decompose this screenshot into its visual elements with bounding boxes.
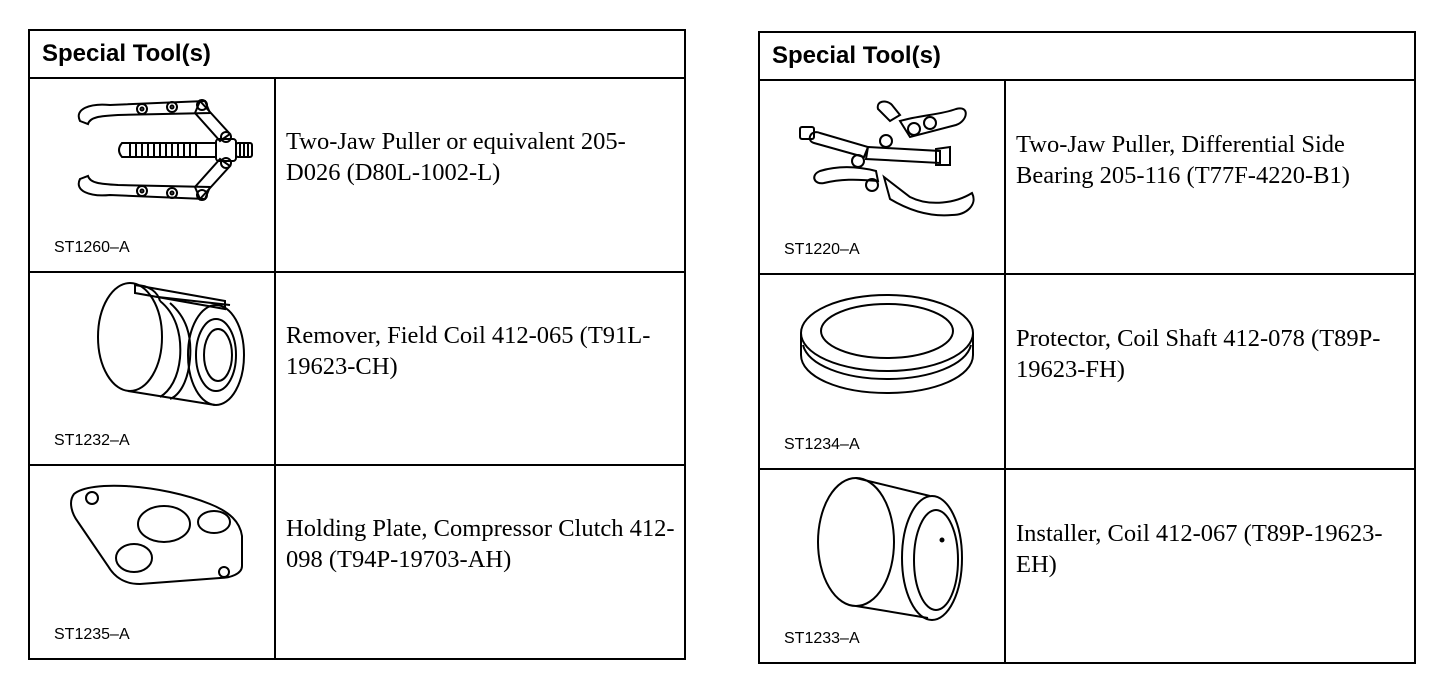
tool-id-label: ST1235–A xyxy=(54,626,130,644)
table-row xyxy=(30,464,684,658)
differential-side-bearing-puller-icon xyxy=(760,81,1004,241)
two-jaw-puller-icon xyxy=(30,79,274,239)
special-tools-table-left xyxy=(28,29,686,660)
tool-description: Installer, Coil 412-067 (T89P-19623-EH) xyxy=(1016,519,1383,578)
table-header: Special Tool(s) xyxy=(760,33,1414,81)
tool-id-label: ST1234–A xyxy=(784,435,860,453)
field-coil-remover-icon xyxy=(30,273,274,433)
tool-image-cell xyxy=(30,79,276,271)
tool-description: Remover, Field Coil 412-065 (T91L-19623-CH) xyxy=(286,321,651,380)
tool-description: Two-Jaw Puller or equivalent 205-D026 (D80L-1002-L) xyxy=(286,128,626,186)
tool-description: Holding Plate, Compressor Clutch 412-098 (T94P-19703-AH) xyxy=(286,515,675,574)
special-tools-table-right xyxy=(758,31,1416,664)
table-row xyxy=(760,468,1414,662)
tool-description: Protector, Coil Shaft 412-078 (T89P-19623-FH) xyxy=(1016,325,1381,384)
tool-description: Two-Jaw Puller, Differential Side Bearing 205-116 (T77F-4220-B1) xyxy=(1016,131,1350,189)
tool-id-label: ST1220–A xyxy=(784,241,860,259)
tool-id-label: ST1260–A xyxy=(54,238,130,256)
tool-image-cell xyxy=(760,275,1006,467)
coil-shaft-protector-icon xyxy=(760,275,1004,435)
tool-image-cell xyxy=(760,81,1006,273)
table-row xyxy=(30,79,684,271)
tool-image-cell xyxy=(30,466,276,658)
tool-id-label: ST1233–A xyxy=(784,629,860,647)
tool-image-cell xyxy=(760,470,1006,662)
coil-installer-icon xyxy=(760,470,1004,630)
table-row xyxy=(30,271,684,465)
tool-id-label: ST1232–A xyxy=(54,432,130,450)
table-header: Special Tool(s) xyxy=(30,31,684,79)
table-row xyxy=(760,81,1414,273)
table-row xyxy=(760,273,1414,467)
holding-plate-icon xyxy=(30,466,274,626)
tool-image-cell xyxy=(30,273,276,465)
